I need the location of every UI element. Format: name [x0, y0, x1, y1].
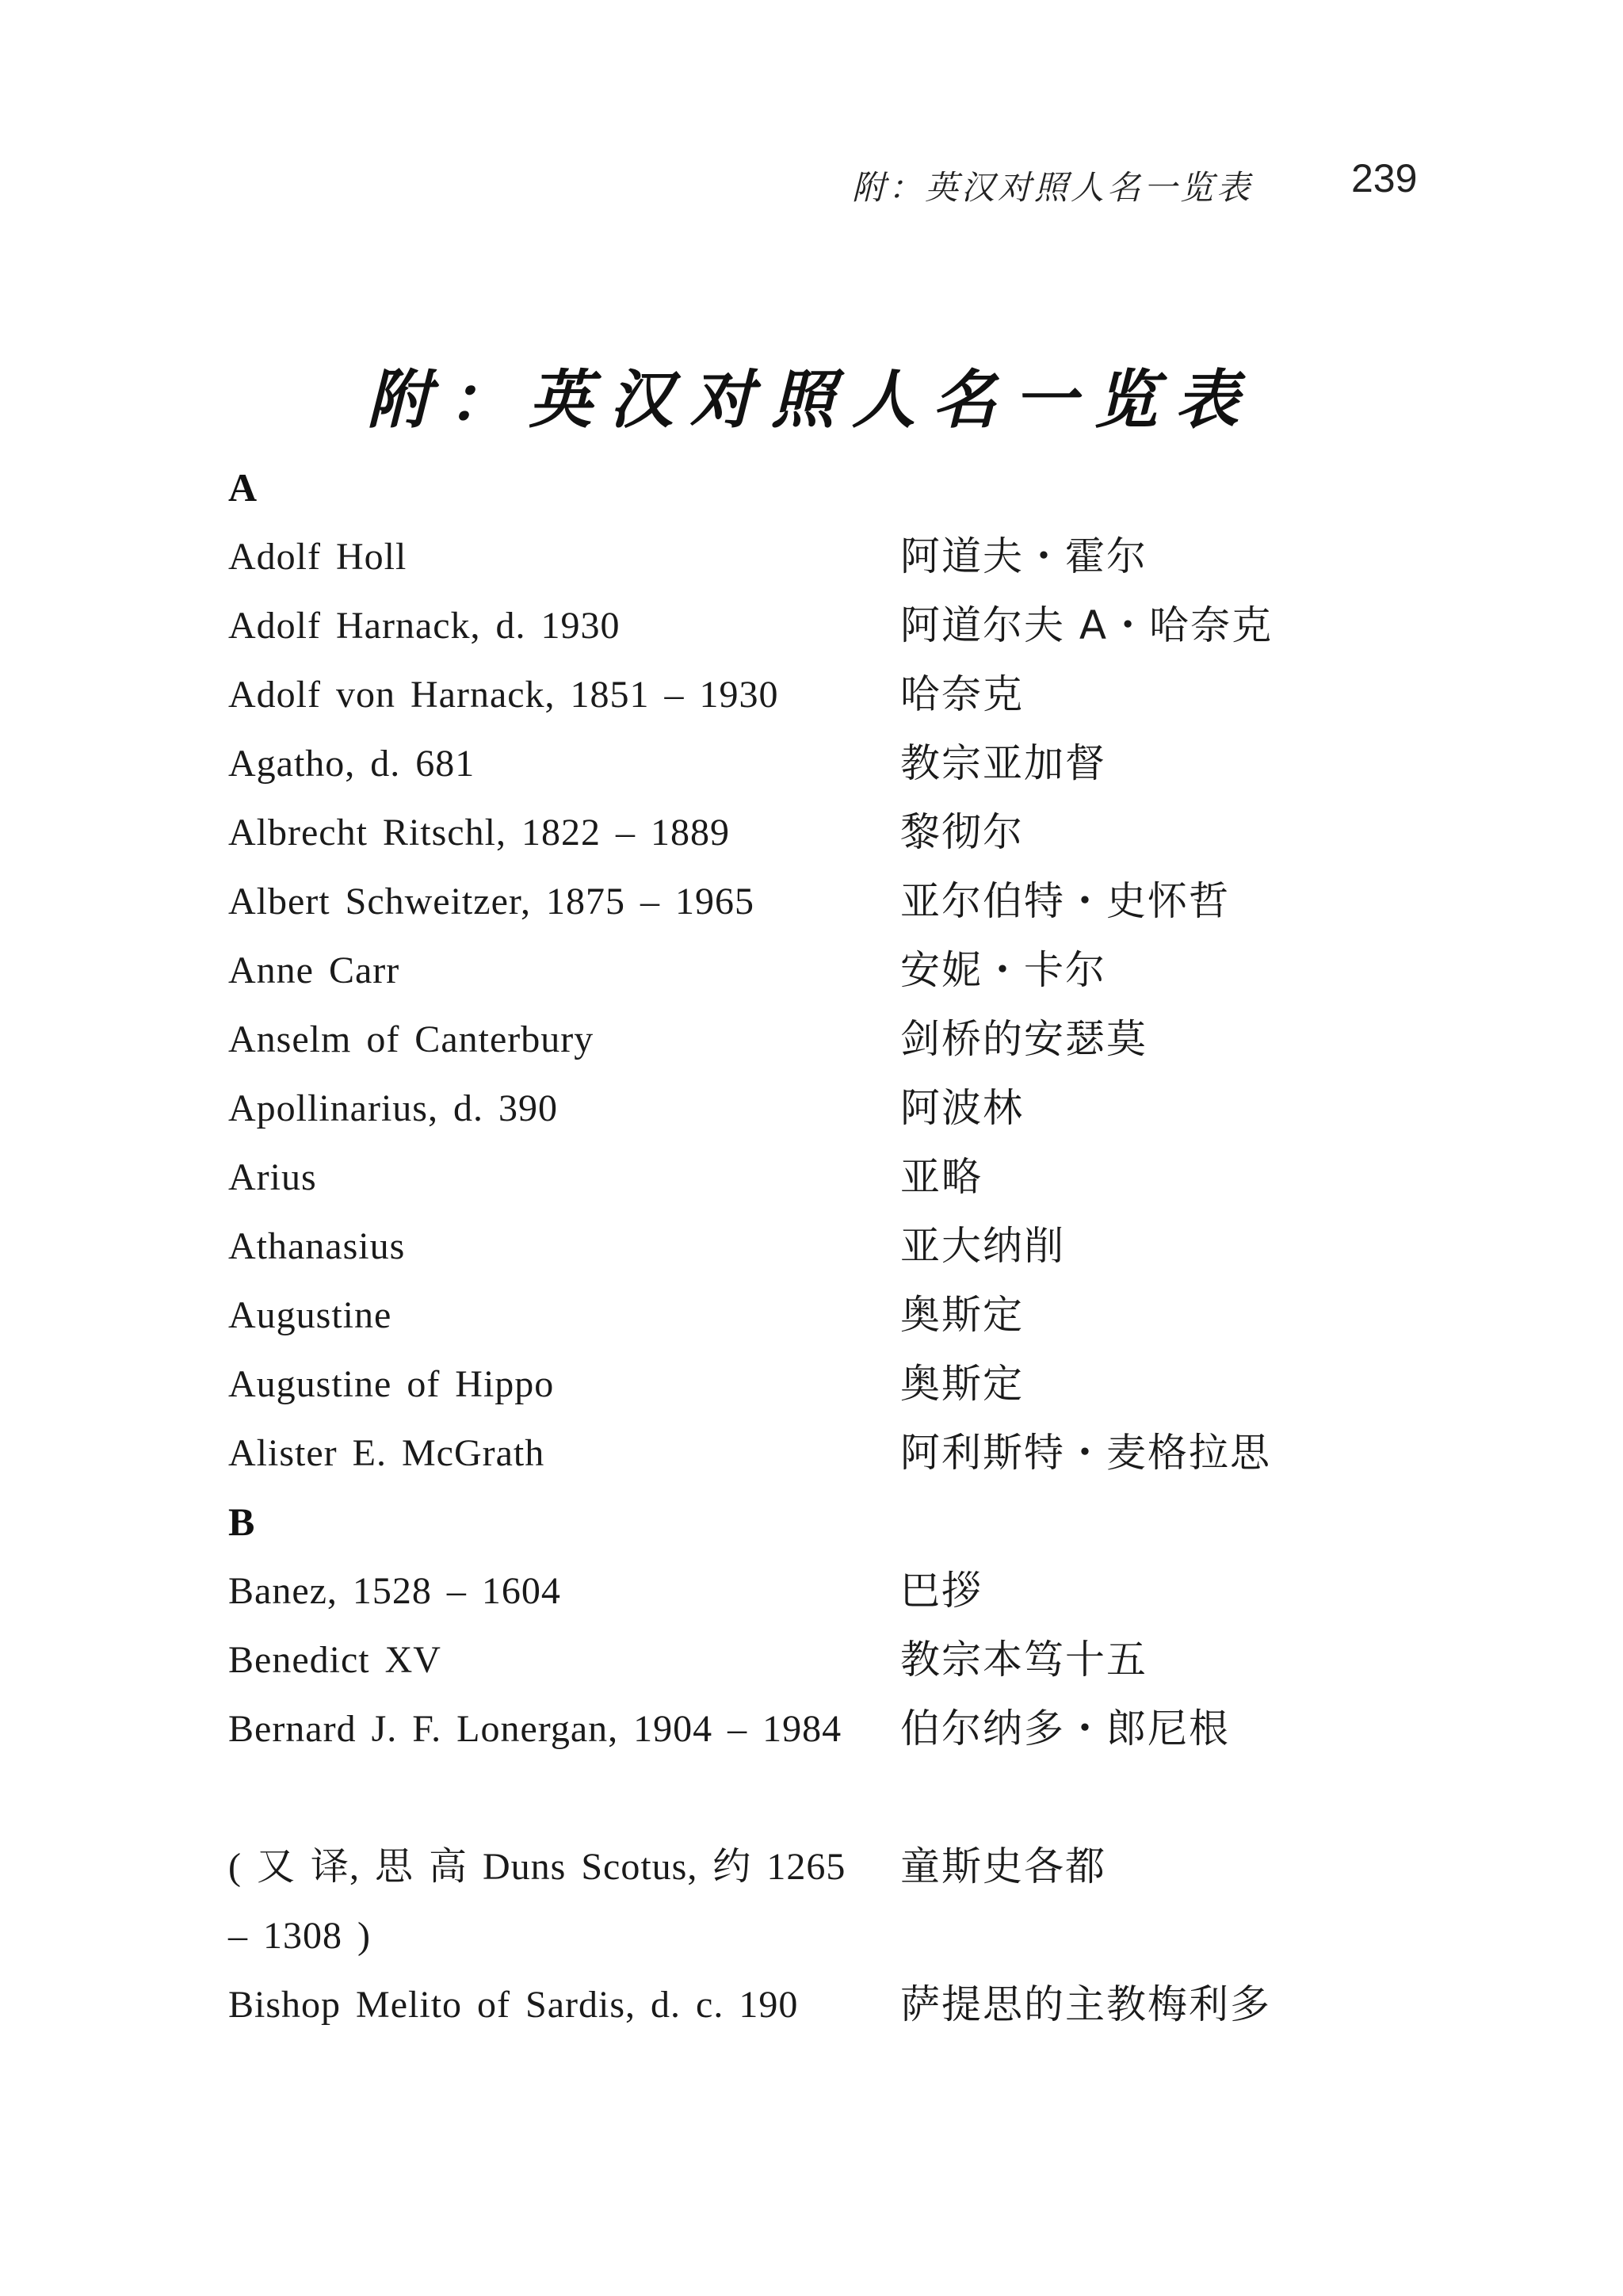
english-name: Alister E. McGrath	[228, 1432, 545, 1474]
glossary-entry	[228, 729, 1417, 798]
chinese-name: 剑桥的安瑟莫	[900, 1016, 1148, 1062]
english-name: Augustine of Hippo	[228, 1363, 555, 1405]
glossary-entry	[228, 1350, 1417, 1419]
running-title: 附：英汉对照人名一览表	[852, 168, 1254, 207]
english-name: Anselm of Canterbury	[228, 1018, 594, 1060]
page-title: 附：英汉对照人名一览表	[367, 362, 1256, 437]
chinese-name: 教宗本笃十五	[900, 1637, 1148, 1683]
chinese-name: 黎彻尔	[900, 809, 1024, 855]
english-name: Banez, 1528 – 1604	[228, 1570, 561, 1612]
page-number: 239	[1351, 156, 1418, 201]
glossary-entry	[228, 936, 1417, 1005]
english-name: Adolf Harnack, d. 1930	[228, 605, 621, 647]
chinese-name: 亚大纳削	[900, 1223, 1065, 1269]
english-name: Adolf von Harnack, 1851 – 1930	[228, 674, 779, 716]
glossary-entry	[228, 1626, 1417, 1694]
chinese-name: 阿利斯特・麦格拉思	[900, 1430, 1271, 1476]
english-name: ( 又 译, 思 高 Duns Scotus, 约 1265 – 1308 )	[228, 1846, 846, 1957]
english-name: Albrecht Ritschl, 1822 – 1889	[228, 812, 730, 854]
chinese-name: 奥斯定	[900, 1292, 1024, 1338]
name-glossary	[228, 453, 1417, 2039]
english-name: Athanasius	[228, 1225, 406, 1267]
chinese-name: 亚略	[900, 1154, 983, 1200]
chinese-name: 阿道夫・霍尔	[900, 533, 1148, 579]
section-letter-b: B	[228, 1499, 255, 1544]
chinese-name: 奥斯定	[900, 1361, 1024, 1407]
running-header	[852, 155, 1423, 211]
section-letter-a: A	[228, 465, 258, 510]
glossary-entry	[228, 522, 1417, 591]
english-name: Augustine	[228, 1294, 392, 1336]
chinese-name: 阿波林	[900, 1085, 1024, 1131]
glossary-entry	[228, 1694, 1417, 1832]
glossary-entry	[228, 798, 1417, 867]
chinese-name: 阿道尔夫 A・哈奈克	[900, 602, 1274, 648]
glossary-entry	[228, 1005, 1417, 1074]
chinese-name: 教宗亚加督	[900, 740, 1106, 786]
english-name: Agatho, d. 681	[228, 743, 475, 785]
english-name: Apollinarius, d. 390	[228, 1087, 558, 1129]
glossary-entry	[228, 1419, 1417, 1488]
glossary-entry	[228, 1557, 1417, 1626]
english-name: Bernard J. F. Lonergan, 1904 – 1984	[228, 1708, 842, 1750]
glossary-entry	[228, 1832, 1417, 1970]
english-name: Albert Schweitzer, 1875 – 1965	[228, 881, 754, 923]
chinese-name: 萨提思的主教梅利多	[900, 1981, 1271, 2027]
glossary-entry	[228, 867, 1417, 936]
glossary-entry	[228, 1281, 1417, 1350]
glossary-entry	[228, 1143, 1417, 1212]
english-name: Benedict XV	[228, 1639, 441, 1681]
chinese-name: 亚尔伯特・史怀哲	[900, 878, 1230, 924]
chinese-name: 哈奈克	[900, 671, 1024, 717]
glossary-entry	[228, 591, 1417, 660]
glossary-entry	[228, 1970, 1417, 2039]
glossary-entry	[228, 1212, 1417, 1281]
glossary-entry	[228, 1074, 1417, 1143]
chinese-name: 巴拶	[900, 1568, 983, 1614]
english-name: Arius	[228, 1156, 317, 1198]
chinese-name: 伯尔纳多・郎尼根	[900, 1706, 1230, 1752]
english-name: Adolf Holl	[228, 536, 407, 578]
chinese-name: 童斯史各都	[900, 1843, 1106, 1889]
glossary-entry	[228, 660, 1417, 729]
english-name: Bishop Melito of Sardis, d. c. 190	[228, 1984, 799, 2026]
english-name: Anne Carr	[228, 949, 400, 991]
chinese-name: 安妮・卡尔	[900, 947, 1106, 993]
